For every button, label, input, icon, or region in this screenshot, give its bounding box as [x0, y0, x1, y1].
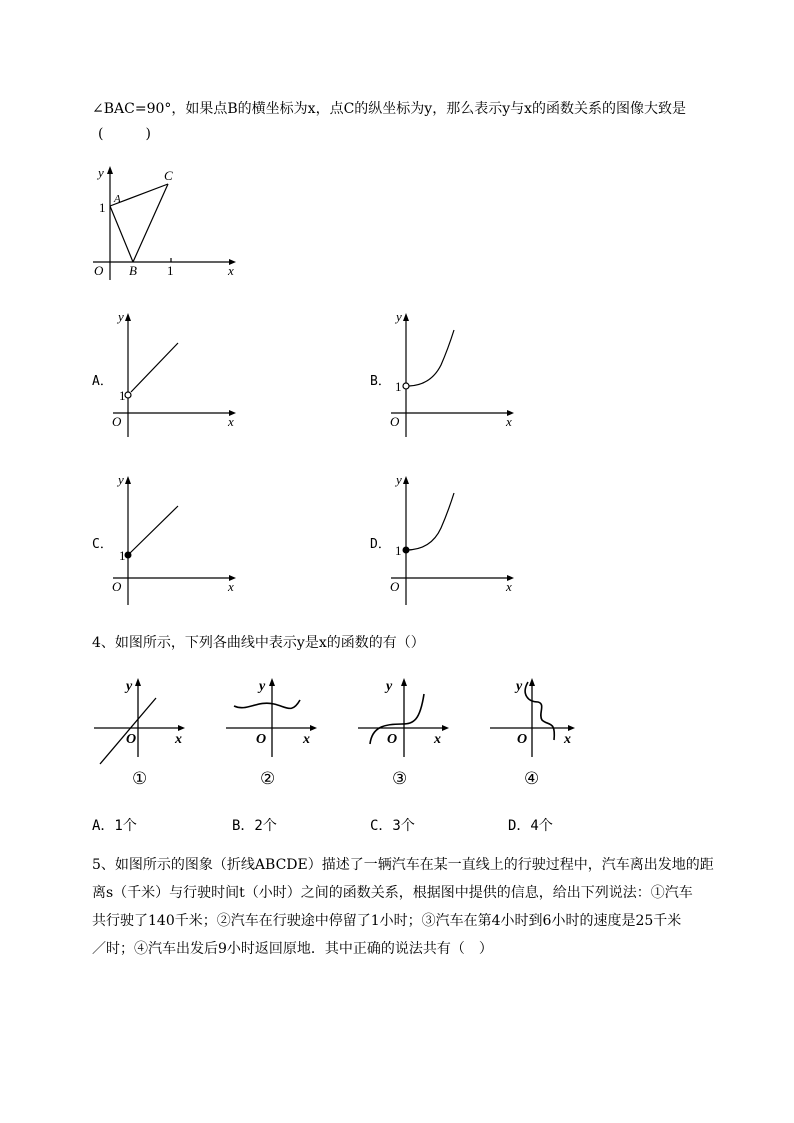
svg-text:1: 1	[119, 548, 126, 563]
q4-graph-1	[90, 672, 190, 787]
q3-option-A-label[interactable]: A．	[92, 374, 113, 389]
q4-stem: 4、如图所示，下列各曲线中表示y是x的函数的有（）	[92, 635, 425, 651]
svg-text:y: y	[118, 309, 124, 324]
straight-line	[100, 698, 156, 764]
s-curve	[525, 682, 554, 740]
wave-curve	[234, 700, 300, 708]
svg-text:x: x	[506, 579, 512, 594]
q3-option-A-graph[interactable]	[108, 305, 248, 440]
graph-number-2: ②	[260, 769, 276, 788]
q4-graph-2	[222, 672, 322, 787]
svg-text:x: x	[506, 414, 512, 429]
q5-stem-line4: ／时；④汽车出发后9小时返回原地．其中正确的说法共有（ ）	[92, 941, 493, 957]
svg-text:O: O	[390, 579, 400, 594]
svg-text:x: x	[564, 732, 571, 747]
svg-text:y: y	[386, 679, 393, 694]
svg-text:y: y	[516, 679, 523, 694]
graph-number-3: ③	[392, 769, 408, 788]
svg-text:1: 1	[395, 543, 402, 558]
q3-option-D-graph[interactable]	[386, 468, 526, 608]
svg-text:y: y	[259, 679, 266, 694]
svg-text:x: x	[434, 732, 441, 747]
q4-choice-B[interactable]: B．2个	[232, 818, 277, 834]
closed-point	[125, 552, 132, 559]
q3-triangle-figure	[88, 160, 248, 285]
q3-option-C-label[interactable]: C．	[92, 537, 113, 552]
linear-ray	[128, 506, 178, 555]
q3-stem-line1: ∠BAC=90°，如果点B的横坐标为x，点C的纵坐标为y，那么表示y与x的函数关系的图像大致是	[92, 101, 686, 117]
q3-option-B-graph[interactable]	[386, 305, 526, 440]
fig-x-label: x	[228, 263, 234, 278]
quadratic-curve	[409, 330, 454, 386]
svg-text:x: x	[228, 579, 234, 594]
graph-number-1: ①	[132, 769, 148, 788]
open-point	[125, 392, 131, 398]
q3-answer-paren: ( )	[98, 126, 151, 142]
svg-text:1: 1	[395, 379, 402, 394]
closed-point	[403, 547, 410, 554]
svg-text:y: y	[396, 472, 402, 487]
svg-text:O: O	[387, 732, 398, 747]
fig-one-x-label: 1	[167, 263, 174, 278]
q5-stem-line3: 共行驶了140千米；②汽车在行驶途中停留了1小时；③汽车在第4小时到6小时的速度是25千米	[92, 913, 682, 929]
quadratic-curve	[406, 493, 454, 550]
q5-stem-line1: 5、如图所示的图象（折线ABCDE）描述了一辆汽车在某一直线上的行驶过程中，汽车离出发地的距	[92, 857, 714, 873]
svg-text:O: O	[126, 732, 137, 747]
point-B-label: B	[129, 263, 137, 278]
graph-number-4: ④	[524, 769, 540, 788]
svg-text:y: y	[396, 309, 402, 324]
fig-origin-label: O	[94, 263, 104, 278]
svg-text:1: 1	[119, 388, 126, 403]
q4-choice-D[interactable]: D．4个	[508, 818, 553, 834]
fig-one-y-label: 1	[99, 200, 106, 215]
q4-choice-A[interactable]: A．1个	[92, 818, 137, 834]
svg-text:x: x	[228, 414, 234, 429]
point-A-label: A	[114, 193, 121, 205]
svg-text:y: y	[126, 679, 133, 694]
q4-choice-C[interactable]: C．3个	[370, 818, 415, 834]
svg-text:x: x	[175, 732, 182, 747]
svg-text:x: x	[303, 732, 310, 747]
q3-option-B-label[interactable]: B．	[370, 374, 391, 389]
svg-text:y: y	[118, 472, 124, 487]
linear-ray	[131, 343, 178, 392]
q3-option-C-graph[interactable]	[108, 468, 248, 608]
open-point	[403, 383, 409, 389]
svg-text:O: O	[390, 414, 400, 429]
svg-text:O: O	[517, 732, 528, 747]
point-C-label: C	[164, 168, 173, 183]
segment-AB	[110, 206, 133, 262]
q3-option-D-label[interactable]: D．	[370, 537, 391, 552]
svg-text:O: O	[256, 732, 267, 747]
q5-stem-line2: 离s（千米）与行驶时间t（小时）之间的函数关系，根据图中提供的信息，给出下列说法：①汽车	[92, 885, 693, 901]
svg-text:O: O	[112, 579, 122, 594]
q4-graph-3	[354, 672, 454, 787]
q4-graph-4	[486, 672, 586, 787]
fig-y-label: y	[98, 165, 104, 180]
svg-text:O: O	[112, 414, 122, 429]
